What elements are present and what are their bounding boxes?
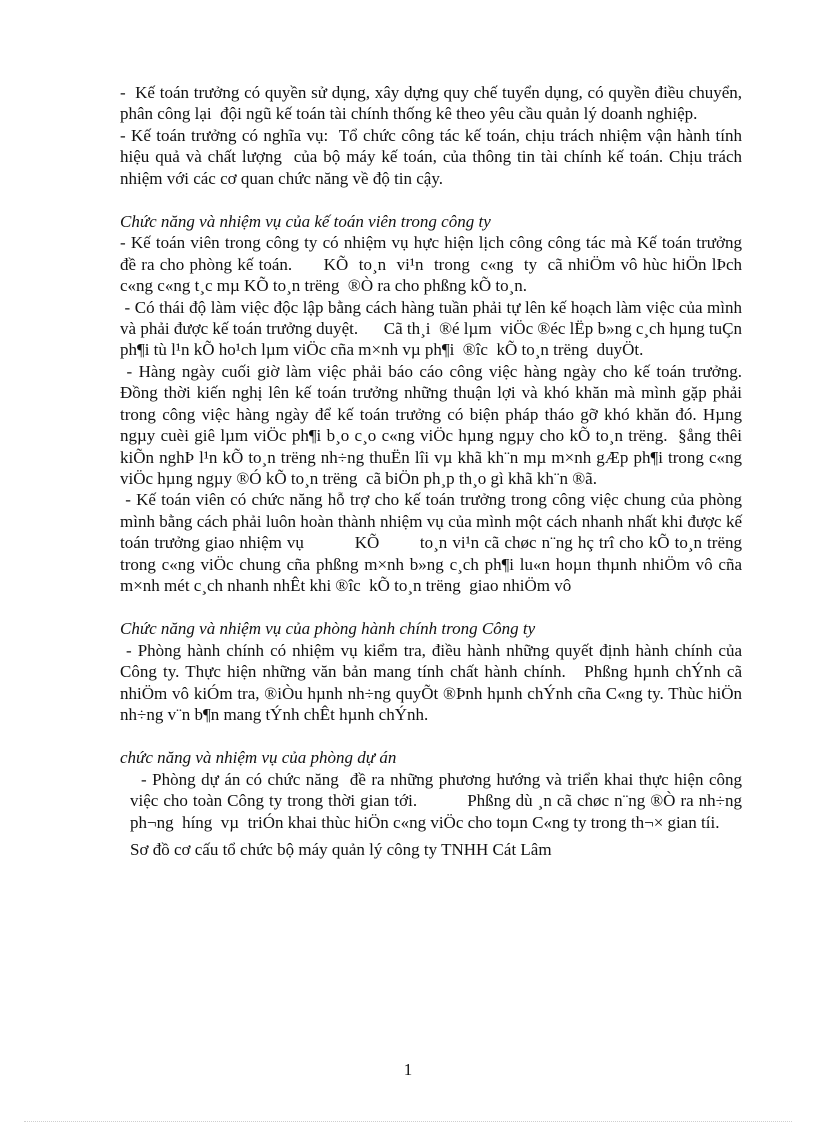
project-section-heading: chức năng và nhiệm vụ của phòng dự án: [120, 748, 397, 768]
chief-accountant-duties-paragraph: - Kế toán trưởng có nghĩa vụ: Tổ chức công tác kế toán, chịu trách nhiệm vận hành tính hiệu quả và chất lượng của bộ máy kế toán, của thông tin tài chính kế toán. Chịu trách nhiệm với các cơ quan chức năng về độ tin cậy.: [120, 125, 747, 188]
daily-report-paragraph: - Hàng ngày cuối giờ làm việc phải báo cáo công việc hàng ngày cho kế toán trưởng. Đồng thời kiến nghị lên kế toán trưởng những thuận lợi và khó khăn mà mình gặp phải trong công việc hàng ngày để kế toán trưởng có biện pháp tháo gỡ khó khăn đó. Hµng ngµy cuèi giê lµm viÖc ph¶i b¸o c¸o c«ng viÖc hµng ngµy cho kÕ to¸n trëng. §ång thêi kiÕn nghÞ l¹n kÕ to¸n trëng nh÷ng thuËn lîi vµ khã kh¨n mµ m×nh gÆp ph¶i trong c«ng viÖc hµng ngµy ®Ó kÕ to¸n trëng cã biÖn ph¸p th¸o gì khã kh¨n ®ã.: [120, 361, 747, 488]
org-chart-caption: Sơ đồ cơ cấu tổ chức bộ máy quản lý công ty TNHH Cát Lâm: [130, 840, 552, 859]
admin-duty-paragraph: - Phòng hành chính có nhiệm vụ kiểm tra, điều hành những quyết định hành chính của Công ty. Thực hiện những văn bản mang tính chất hành chính. Phßng hµnh chÝnh cã nhiÖm vô kiÓm tra, ®iÒu hµnh nh÷ng quyÕt ®Þnh hµnh chÝnh cña C«ng ty. Thùc hiÖn nh÷ng v¨n b¶n mang tÝnh chÊt hµnh chÝnh.: [120, 640, 747, 724]
page-body: [120, 82, 755, 860]
chief-accountant-rights-paragraph: - Kế toán trưởng có quyền sử dụng, xây dựng quy chế tuyển dụng, có quyền điều chuyển, phân công lại đội ngũ kế toán tài chính thống kê theo yêu cầu quản lý doanh nghiệp.: [120, 83, 747, 124]
page-bottom-edge: [24, 1121, 792, 1122]
page-number: 1: [403, 1060, 413, 1079]
admin-section-heading: Chức năng và nhiệm vụ của phòng hành chính trong Công ty: [120, 619, 536, 639]
project-duty-paragraph: - Phòng dự án có chức năng đề ra những phương hướng và triển khai thực hiện công việc cho toàn Công ty trong thời gian tới. Phßng dù ¸n cã chøc n¨ng ®Ò ra nh÷ng ph¬ng híng vµ triÓn khai thùc hiÖn c«ng viÖc cho toµn C«ng ty trong th¬× gian tíi.: [130, 769, 747, 832]
support-role-paragraph: - Kế toán viên có chức năng hỗ trợ cho kế toán trưởng trong công việc chung của phòng mình bằng cách phải luôn hoàn thành nhiệm vụ của mình một cách nhanh nhất khi được kế toán trưởng giao nhiệm vụ KÕ to¸n vi¹n cã chøc n¨ng hç trî cho kÕ to¸n trëng trong c«ng viÖc chung cña phßng m×nh b»ng c¸ch ph¶i lu«n hoµn thµnh nhiÖm vô cña m×nh mét c¸ch nhanh nhÊt khi ®îc kÕ to¸n trëng giao nhiÖm vô: [120, 490, 755, 595]
accountant-section-heading: Chức năng và nhiệm vụ của kế toán viên trong công ty: [120, 212, 491, 232]
independent-work-paragraph: - Có thái độ làm việc độc lập bằng cách hàng tuần phải tự lên kế hoạch làm việc của mình và phải được kế toán trưởng duyệt. Cã th¸i ®é lµm viÖc ®éc lËp b»ng c¸ch hµng tuÇn ph¶i tù l¹n kÕ ho¹ch lµm viÖc cña m×nh vµ ph¶i ®îc kÕ to¸n trëng duyÖt.: [120, 297, 747, 360]
accountant-duty-paragraph: - Kế toán viên trong công ty có nhiệm vụ hực hiện lịch công công tác mà Kế toán trưởng đề ra cho phòng kế toán. KÕ to¸n vi¹n trong c«ng ty cã nhiÖm vô hùc hiÖn lÞch c«ng c«ng t¸c mµ KÕ to¸n trëng ®Ò ra cho phßng kÕ to¸n.: [120, 233, 747, 296]
